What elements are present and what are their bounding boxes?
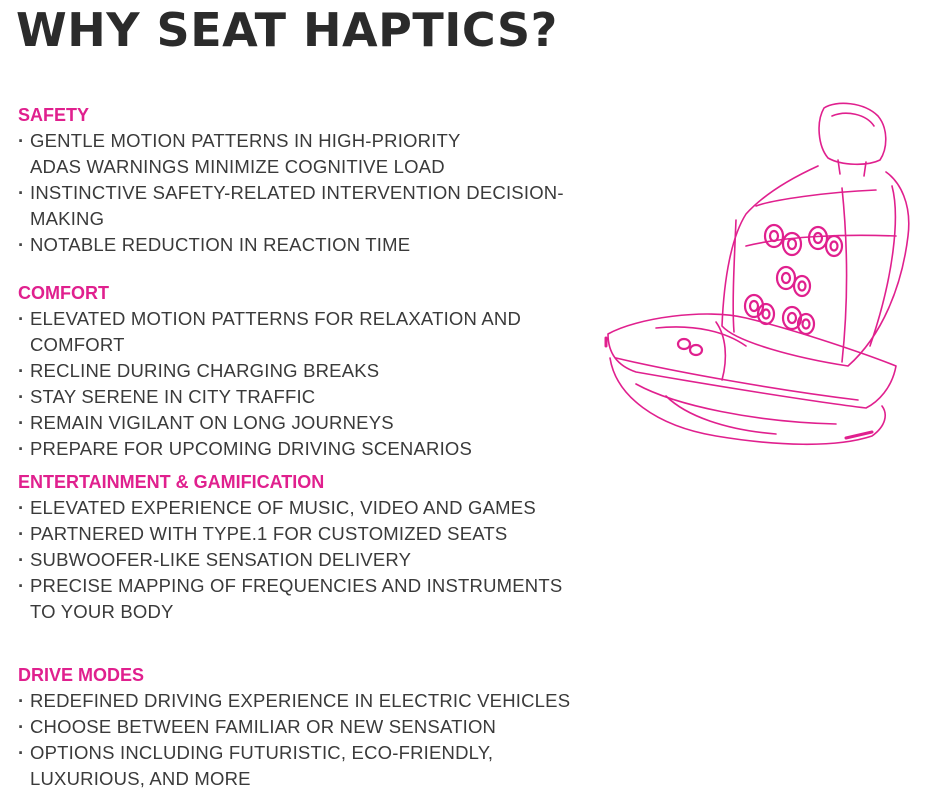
list-item: [18, 410, 618, 436]
list-item: [18, 740, 618, 792]
section-heading-comfort: COMFORT: [18, 283, 109, 303]
list-item-text: GENTLE MOTION PATTERNS IN HIGH-PRIORITY: [30, 130, 461, 151]
list-item-text: PRECISE MAPPING OF FREQUENCIES AND INSTRUMENTS: [30, 575, 563, 596]
list-item: [18, 384, 618, 410]
list-item-text: REMAIN VIGILANT ON LONG JOURNEYS: [30, 412, 394, 433]
list-item-text-continued: LUXURIOUS, AND MORE: [30, 768, 251, 789]
list-item: [18, 128, 618, 180]
car-seat-haptics-icon: [596, 96, 926, 456]
list-item-text: REDEFINED DRIVING EXPERIENCE IN ELECTRIC VEHICLES: [30, 690, 571, 711]
list-item-text: RECLINE DURING CHARGING BREAKS: [30, 360, 380, 381]
section-heading-drive-modes: DRIVE MODES: [18, 665, 145, 685]
list-item-text: ELEVATED MOTION PATTERNS FOR RELAXATION AND COMFORT: [30, 308, 522, 355]
bullet-list-entertainment: [18, 495, 618, 625]
list-item-text: INSTINCTIVE SAFETY-RELATED INTERVENTION DECISION-MAKING: [30, 182, 564, 229]
list-item-text: ELEVATED EXPERIENCE OF MUSIC, VIDEO AND GAMES: [30, 497, 536, 518]
list-item-text: STAY SERENE IN CITY TRAFFIC: [30, 386, 316, 407]
list-item-text: SUBWOOFER-LIKE SENSATION DELIVERY: [30, 549, 412, 570]
section-drive-modes: [18, 664, 618, 792]
list-item-text: OPTIONS INCLUDING FUTURISTIC, ECO-FRIENDLY,: [30, 742, 494, 763]
bullet-list-drive-modes: [18, 688, 618, 792]
bullet-list-safety: [18, 128, 618, 258]
list-item-text: NOTABLE REDUCTION IN REACTION TIME: [30, 234, 411, 255]
list-item-text-continued: TO YOUR BODY: [30, 601, 174, 622]
list-item: [18, 714, 618, 740]
list-item-text: PREPARE FOR UPCOMING DRIVING SCENARIOS: [30, 438, 473, 459]
list-item: [18, 688, 618, 714]
list-item: [18, 436, 618, 462]
section-heading-safety: SAFETY: [18, 105, 90, 125]
list-item: [18, 306, 618, 358]
list-item: [18, 573, 618, 625]
list-item-text-continued: ADAS WARNINGS MINIMIZE COGNITIVE LOAD: [30, 156, 445, 177]
list-item: [18, 495, 618, 521]
bullet-list-comfort: [18, 306, 618, 462]
list-item-text: CHOOSE BETWEEN FAMILIAR OR NEW SENSATION: [30, 716, 497, 737]
list-item-text: PARTNERED WITH TYPE.1 FOR CUSTOMIZED SEATS: [30, 523, 508, 544]
section-comfort: [18, 282, 618, 462]
list-item: [18, 180, 618, 232]
list-item: [18, 232, 618, 258]
section-safety: [18, 104, 618, 258]
section-entertainment: [18, 471, 618, 625]
list-item: [18, 547, 618, 573]
list-item: [18, 358, 618, 384]
list-item: [18, 521, 618, 547]
section-heading-entertainment: ENTERTAINMENT & GAMIFICATION: [18, 472, 325, 492]
page-title: WHY SEAT HAPTICS?: [16, 3, 558, 57]
